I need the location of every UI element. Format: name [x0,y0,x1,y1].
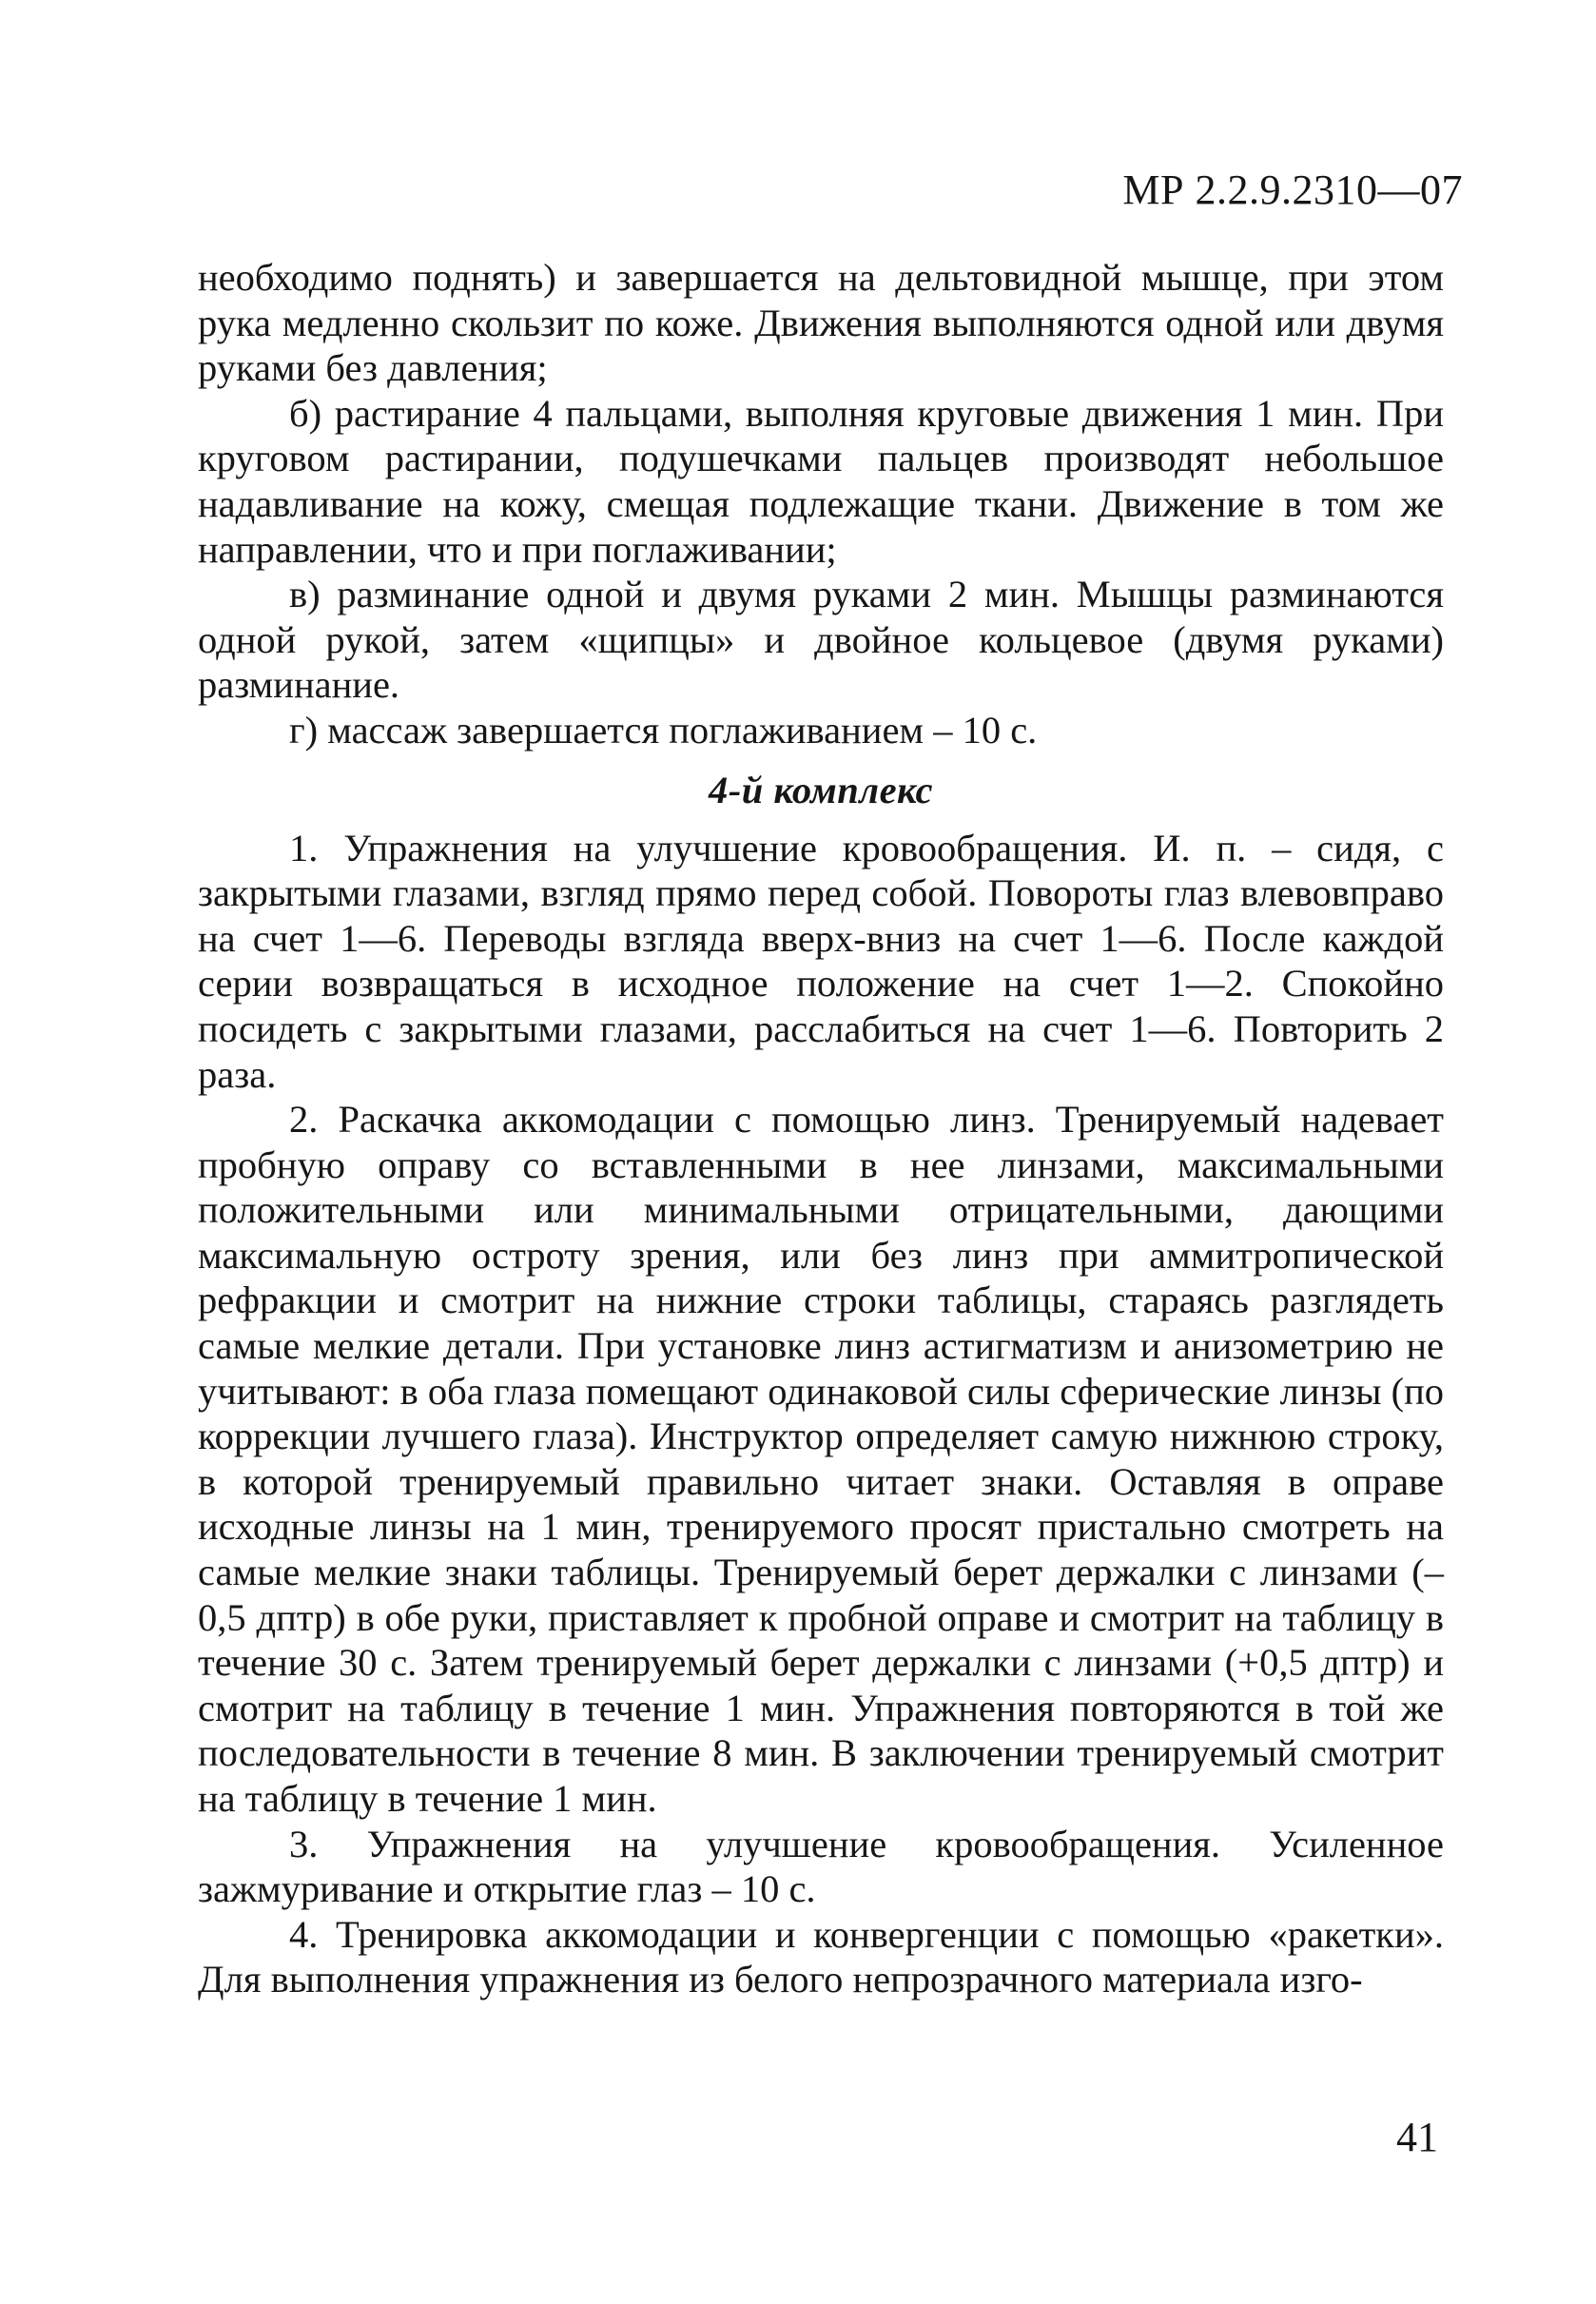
document-code-header: МР 2.2.9.2310—07 [1122,166,1463,213]
paragraph-item-v: в) разминание одной и двумя руками 2 мин. Мышцы разминаются одной рукой, затем «щипцы» и двойное кольцевое (двумя руками) разминание. [198,573,1444,707]
document-body [198,255,1444,2002]
page-number: 41 [1396,2114,1438,2160]
paragraph-exercise-1: 1. Упражнения на улучшение кровообращения. И. п. – сидя, с закрытыми глазами, взгляд прямо перед собой. Повороты глаз влевовправо на счет 1—6. Переводы взгляда вверх-вниз на счет 1—6. После каждой серии возвращаться в исходное положение на счет 1—2. Спокойно посидеть с закрытыми глазами, расслабиться на счет 1—6. Повторить 2 раза. [198,826,1444,1096]
paragraph-exercise-3: 3. Упражнения на улучшение кровообращения. Усиленное зажмуривание и открытие глаз – 10 с. [198,1822,1444,1911]
section-title: 4-й комплекс [708,768,934,811]
paragraph-item-g: г) массаж завершается поглаживанием – 10 с. [289,708,1038,752]
paragraph-continuation: необходимо поднять) и завершается на дельтовидной мышце, при этом рука медленно скользит по коже. Движения выполняются одной или двумя руками без давления; [198,256,1444,390]
paragraph-item-b: б) растирание 4 пальцами, выполняя круговые движения 1 мин. При круговом растирании, подушечками пальцев производят небольшое надавливание на кожу, смещая подлежащие ткани. Движение в том же направлении, что и при поглаживании; [198,391,1444,571]
paragraph-exercise-2: 2. Раскачка аккомодации с помощью линз. Тренируемый надевает пробную оправу со вставленными в нее линзами, максимальными положительными или минимальными отрицательными, дающими максимальную остроту зрения, или без линз при аммитропической рефракции и смотрит на нижние строки таблицы, стараясь разглядеть самые мелкие детали. При установке линз астигматизм и анизометрию не учитывают: в оба глаза помещают одинаковой силы сферические линзы (по коррекции лучшего глаза). Инструктор определяет самую нижнюю строку, в которой тренируемый правильно читает знаки. Оставляя в оправе исходные линзы на 1 мин, тренируемого просят пристально смотреть на самые мелкие знаки таблицы. Тренируемый берет держалки с линзами (–0,5 дптр) в обе руки, приставляет к пробной оправе и смотрит на таблицу в течение 30 с. Затем тренируемый берет держалки с линзами (+0,5 дптр) и смотрит на таблицу в течение 1 мин. Упражнения повторяются в той же последовательности в течение 8 мин. В заключении тренируемый смотрит на таблицу в течение 1 мин. [198,1098,1444,1820]
paragraph-exercise-4: 4. Тренировка аккомодации и конвергенции с помощью «ракетки». Для выполнения упражнения из белого непрозрачного материала изго- [198,1912,1444,2001]
